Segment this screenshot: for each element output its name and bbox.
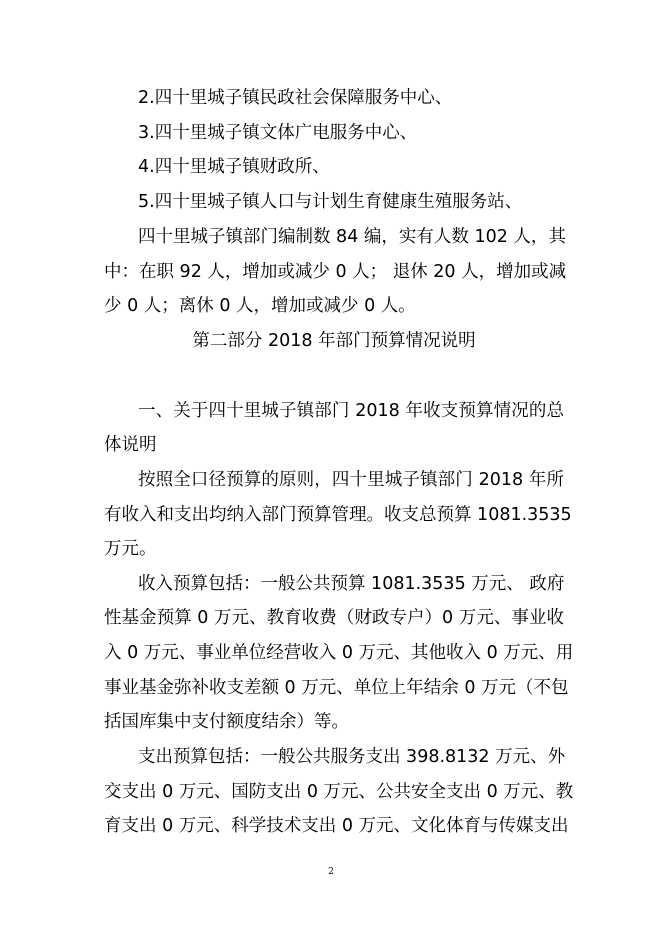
income-paragraph-line: 事业基金弥补收支差额 0 万元、单位上年结余 0 万元（不包 [104, 678, 569, 698]
income-paragraph-line: 入 0 万元、事业单位经营收入 0 万元、其他收入 0 万元、用 [104, 643, 574, 663]
section-heading: 第二部分 2018 年部门预算情况说明 [192, 331, 476, 351]
staffing-paragraph-line: 四十里城子镇部门编制数 84 编，实有人数 102 人，其 [138, 227, 566, 247]
principle-paragraph-line: 万元。 [104, 539, 157, 559]
staffing-paragraph-line: 少 0 人；离休 0 人，增加或减少 0 人。 [104, 296, 416, 316]
subheading-line: 一、关于四十里城子镇部门 2018 年收支预算情况的总 [138, 401, 564, 421]
list-item: 3.四十里城子镇文体广电服务中心、 [138, 123, 418, 143]
expenditure-paragraph-line: 交支出 0 万元、国防支出 0 万元、公共安全支出 0 万元、教 [104, 782, 574, 802]
subheading-line: 体说明 [104, 435, 157, 455]
expenditure-paragraph-line: 育支出 0 万元、科学技术支出 0 万元、文化体育与传媒支出 [104, 816, 569, 836]
principle-paragraph-line: 有收入和支出均纳入部门预算管理。收支总预算 1081.3535 [104, 505, 572, 525]
list-item: 2.四十里城子镇民政社会保障服务中心、 [138, 88, 453, 108]
principle-paragraph-line: 按照全口径预算的原则，四十里城子镇部门 2018 年所 [138, 470, 564, 490]
list-item: 4.四十里城子镇财政所、 [138, 157, 330, 177]
expenditure-paragraph-line: 支出预算包括：一般公共服务支出 398.8132 万元、外 [138, 747, 566, 767]
income-paragraph-line: 性基金预算 0 万元、教育收费（财政专户）0 万元、事业收 [104, 608, 564, 628]
list-item: 5.四十里城子镇人口与计划生育健康生殖服务站、 [138, 192, 523, 212]
staffing-paragraph-line: 中：在职 92 人，增加或减少 0 人； 退休 20 人，增加或减 [104, 262, 567, 282]
income-paragraph-line: 收入预算包括：一般公共预算 1081.3535 万元、 政府 [138, 574, 565, 594]
income-paragraph-line: 括国库集中支付额度结余）等。 [104, 712, 349, 732]
page-number: 2 [328, 867, 334, 877]
